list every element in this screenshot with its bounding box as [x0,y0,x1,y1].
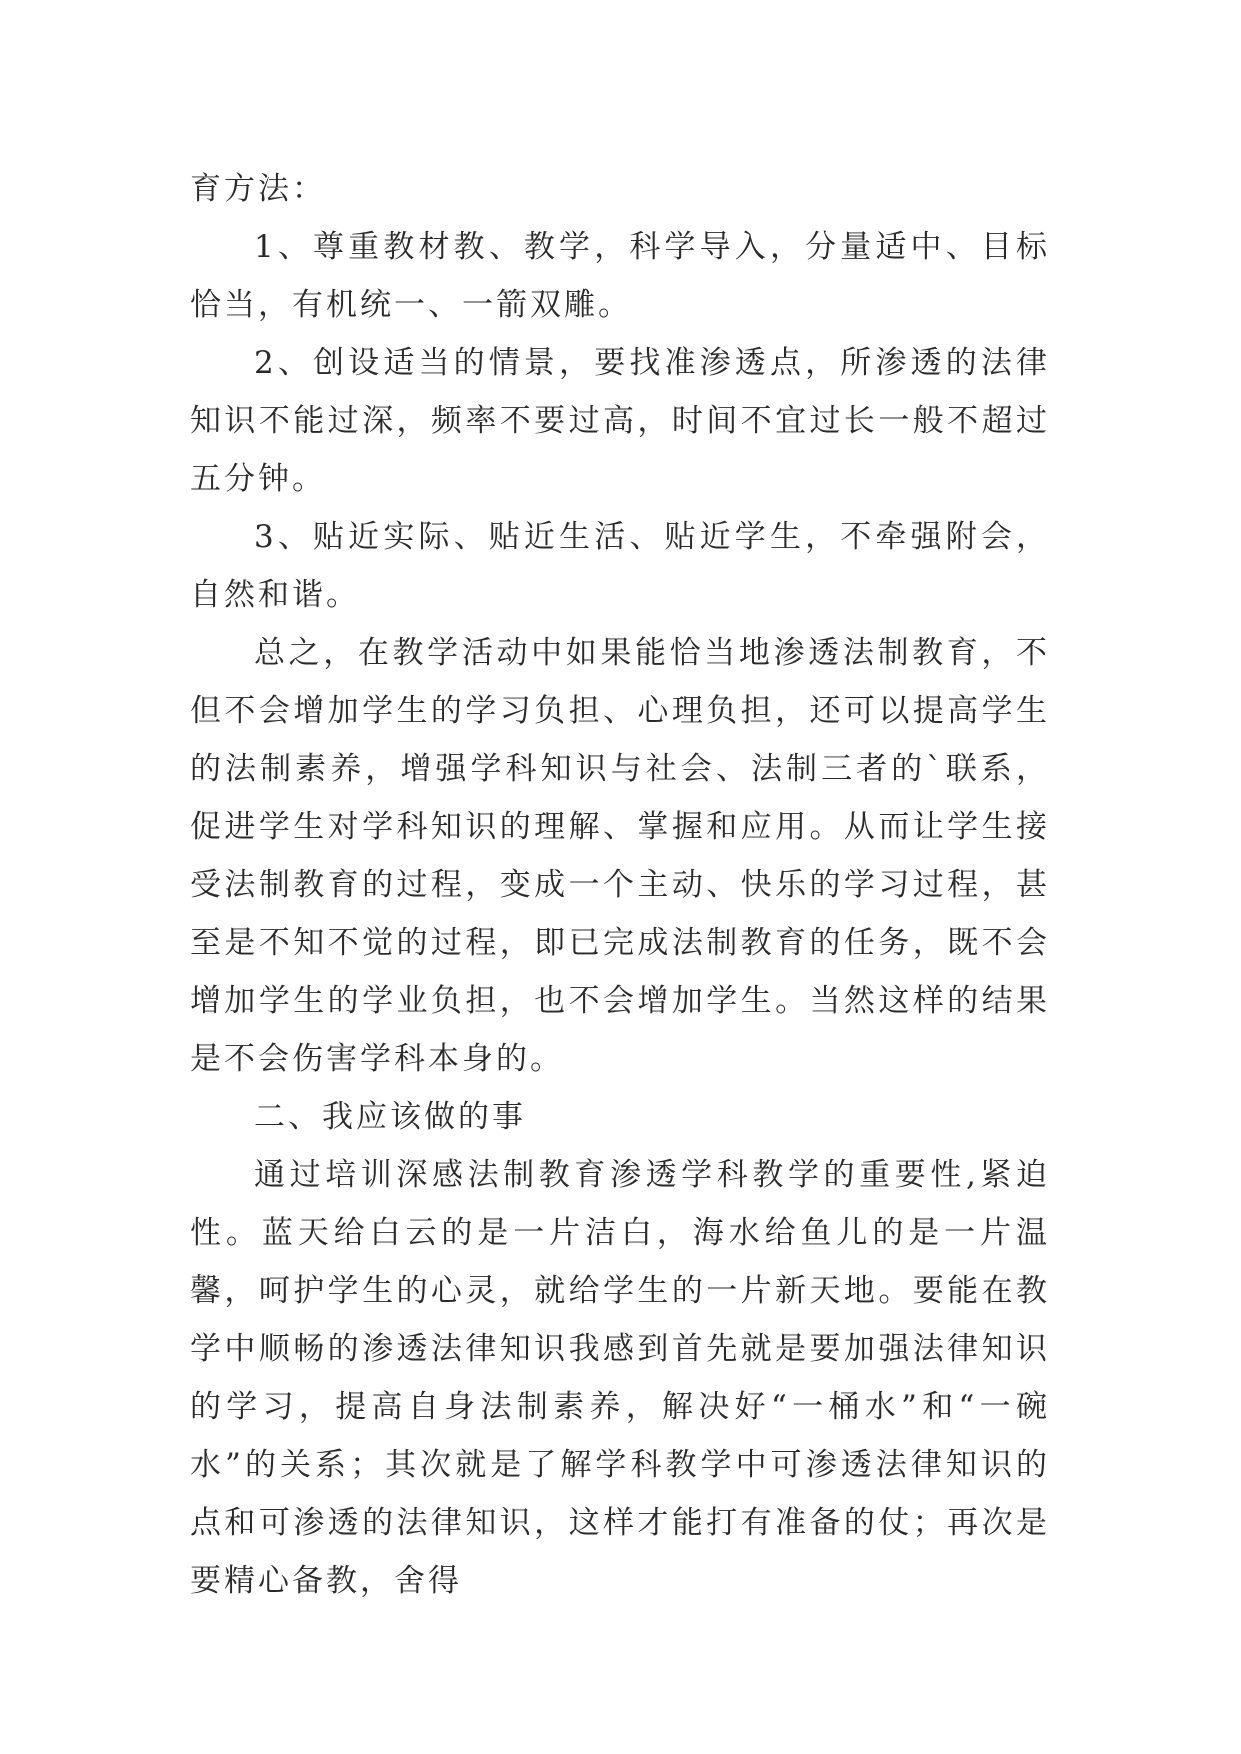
section-heading: 二、我应该做的事 [254,1099,526,1135]
paragraph-reflection: 通过培训深感法制教育渗透学科教学的重要性,紧迫性。蓝天给白云的是一片洁白，海水给鱼儿的是一片温馨，呵护学生的心灵，就给学生的一片新天地。要能在教学中顺畅的渗透法律知识我感到首先就是要加强法律知识的学习，提高自身法制素养，解决好“一桶水”和“一碗水”的关系；其次就是了解学科教学中可渗透法律知识的点和可渗透的法律知识，这样才能打有准备的仗；再次是要精心备教，舍得 [190,1157,1050,1599]
paragraph-item-1: 1、尊重教材教、教学，科学导入，分量适中、目标恰当，有机统一、一箭双雕。 [190,229,1050,323]
paragraph-continuation: 育方法： [190,171,326,207]
paragraph-summary: 总之，在教学活动中如果能恰当地渗透法制教育，不但不会增加学生的学习负担、心理负担，还可以提高学生的法制素养，增强学科知识与社会、法制三者的`联系，促进学生对学科知识的理解、掌握和应用。从而让学生接受法制教育的过程，变成一个主动、快乐的学习过程，甚至是不知不觉的过程，即已完成法制教育的任务，既不会增加学生的学业负担，也不会增加学生。当然这样的结果是不会伤害学科本身的。 [190,635,1050,1077]
paragraph-item-2: 2、创设适当的情景，要找准渗透点，所渗透的法律知识不能过深，频率不要过高，时间不宜过长一般不超过五分钟。 [190,345,1050,497]
paragraph-item-3: 3、贴近实际、贴近生活、贴近学生，不牵强附会，自然和谐。 [190,519,1050,613]
document-page [190,160,1050,1610]
